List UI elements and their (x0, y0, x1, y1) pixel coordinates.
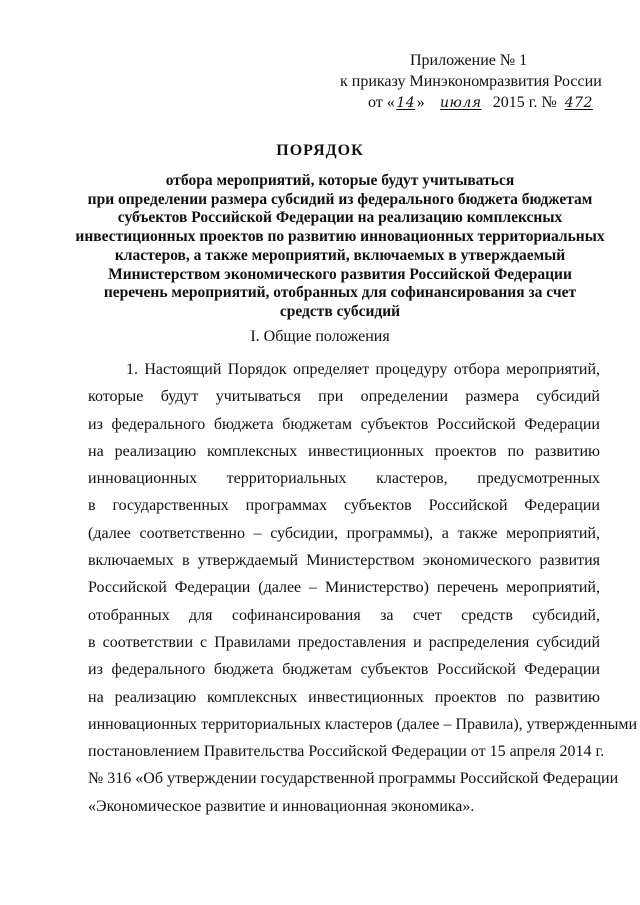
date-mid: » (416, 94, 429, 111)
paragraph-line: на реализацию комплексных инвестиционных проектов по развитию (88, 442, 600, 460)
handwritten-order-number: 472 (564, 95, 593, 111)
paragraph-line: инновационных территориальных кластеров, предусмотренных (88, 470, 600, 488)
paragraph-line: постановлением Правительства Российской Федерации от 15 апреля 2014 г. (88, 743, 605, 761)
paragraph-line: включаемых в утверждаемый Министерством экономического развития (88, 552, 600, 570)
annex-line-date (340, 92, 630, 114)
section-heading: I. Общие положения (250, 328, 390, 345)
document-subtitle (70, 172, 610, 322)
paragraph-line: из федерального бюджета бюджетам субъектов Российской Федерации (88, 415, 600, 433)
handwritten-month: июля (440, 95, 482, 111)
subtitle-line: инвестиционных проектов по развитию инновационных территориальных (75, 228, 605, 246)
annex-header (340, 50, 630, 114)
subtitle-line: отбора мероприятий, которые будут учитываться (165, 172, 515, 189)
subtitle-line: при определении размера субсидий из федерального бюджета бюджетам (87, 190, 593, 208)
paragraph-line: № 316 «Об утверждении государственной программы Российской Федерации (88, 770, 619, 788)
paragraph-line: в государственных программах субъектов Российской Федерации (88, 497, 600, 515)
subtitle-line: субъектов Российской Федерации на реализацию комплексных (117, 209, 563, 227)
handwritten-day: 14 (396, 95, 416, 111)
paragraph-line: 1. Настоящий Порядок определяет процедуру отбора мероприятий, (126, 361, 600, 378)
paragraph-line: на реализацию комплексных инвестиционных проектов по развитию (88, 688, 600, 706)
annex-line-appendix: Приложение № 1 (410, 52, 528, 69)
subtitle-line: Министерством экономического развития Российской Федерации (108, 265, 572, 283)
paragraph-line: из федерального бюджета бюджетам субъектов Российской Федерации (88, 661, 600, 679)
subtitle-line: перечень мероприятий, отобранных для софинансирования за счет (103, 284, 577, 302)
paragraph-1 (88, 356, 638, 820)
paragraph-line: «Экономическое развитие и инновационная экономика». (88, 797, 475, 815)
paragraph-line: (далее соответственно – субсидии, программы), а также мероприятий, (88, 524, 600, 542)
annex-line-order: к приказу Минэкономразвития России (340, 73, 602, 90)
paragraph-line: в соответствии с Правилами предоставления и распределения субсидий (88, 633, 600, 651)
date-prefix: от « (368, 94, 395, 111)
paragraph-line: отобранных для софинансирования за счет средств субсидий, (88, 606, 600, 624)
subtitle-line: кластеров, а также мероприятий, включаемых в утверждаемый (114, 246, 566, 264)
document-title: ПОРЯДОК (276, 142, 364, 159)
paragraph-line: которые будут учитываться при определении размера субсидий (88, 388, 600, 406)
subtitle-line: средств субсидий (279, 302, 401, 320)
date-year: 2015 г. № (492, 94, 561, 111)
paragraph-line: Российской Федерации (далее – Министерство) перечень мероприятий, (88, 579, 600, 597)
paragraph-line: инновационных территориальных кластеров (далее – Правила), утвержденными (88, 715, 638, 733)
